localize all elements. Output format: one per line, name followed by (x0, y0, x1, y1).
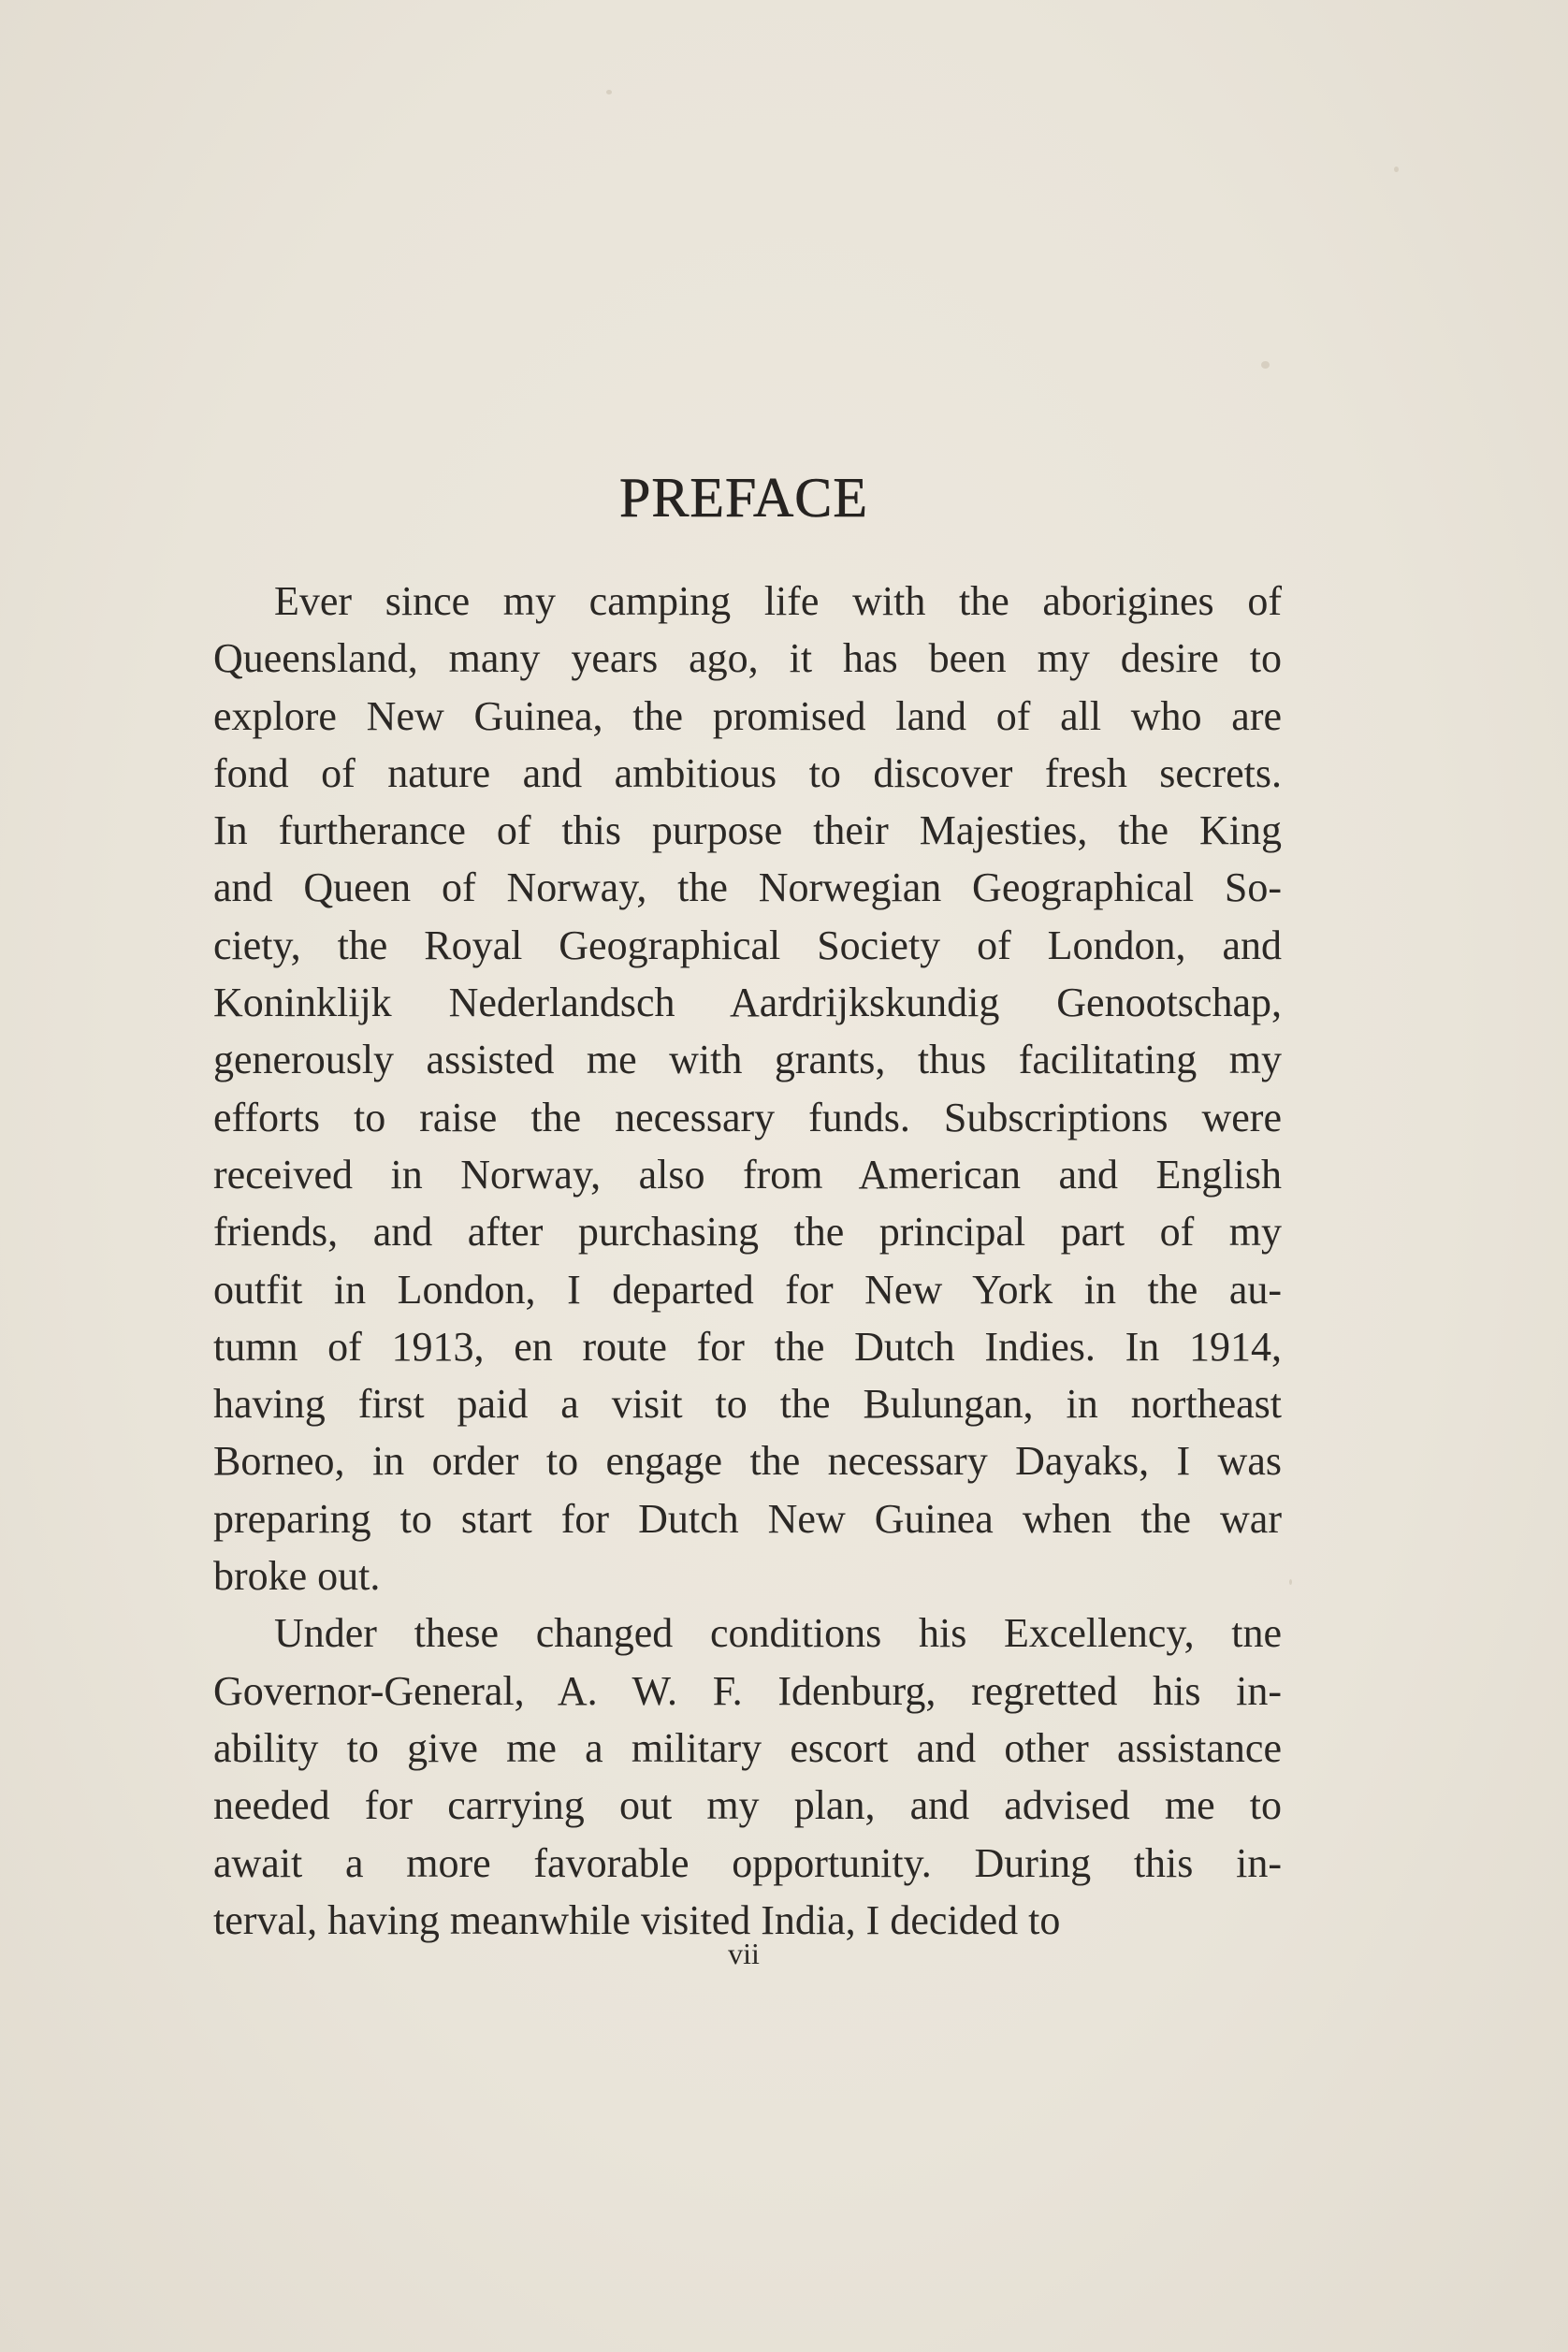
text-line: friends, and after purchasing the principal part of my (213, 1209, 1282, 1256)
paragraph (213, 1604, 1282, 1949)
paper-speck (1394, 167, 1399, 172)
text-line: fond of nature and ambitious to discover fresh secrets. (213, 749, 1282, 796)
text-line: having first paid a visit to the Bulungan, in northeast (213, 1381, 1282, 1428)
paragraph (213, 573, 1282, 1604)
text-line: explore New Guinea, the promised land of all who are (213, 692, 1282, 739)
text-line: Queensland, many years ago, it has been my desire to (213, 635, 1282, 682)
text-line: outfit in London, I departed for New York in the au- (213, 1266, 1282, 1313)
text-line: Governor-General, A. W. F. Idenburg, regretted his in- (213, 1667, 1282, 1714)
text-line: preparing to start for Dutch New Guinea when the war (213, 1495, 1282, 1542)
text-line: In furtherance of this purpose their Majesties, the King (213, 807, 1282, 854)
text-line: broke out. (213, 1553, 381, 1600)
page-title: PREFACE (619, 467, 868, 529)
text-line: Ever since my camping life with the aborigines of (274, 578, 1282, 624)
paper-speck (1289, 1579, 1292, 1585)
paper-speck (606, 90, 612, 94)
text-line: received in Norway, also from American and English (213, 1151, 1282, 1198)
text-line: Borneo, in order to engage the necessary Dayaks, I was (213, 1438, 1282, 1485)
preface-body (213, 573, 1282, 1949)
text-line: terval, having meanwhile visited India, I decided to (213, 1896, 1061, 1943)
text-line: Under these changed conditions his Excellency, tne (274, 1610, 1282, 1657)
text-line: Koninklijk Nederlandsch Aardrijkskundig Genootschap, (213, 980, 1282, 1026)
text-line: and Queen of Norway, the Norwegian Geographical So- (213, 864, 1282, 911)
text-line: ability to give me a military escort and other assistance (213, 1724, 1282, 1771)
text-line: ciety, the Royal Geographical Society of London, and (213, 922, 1282, 968)
paper-speck (1261, 361, 1270, 369)
text-line: tumn of 1913, en route for the Dutch Indies. In 1914, (213, 1323, 1282, 1370)
text-line: generously assisted me with grants, thus facilitating my (213, 1037, 1282, 1083)
page-number: vii (728, 1937, 760, 1970)
text-line: needed for carrying out my plan, and advised me to (213, 1782, 1282, 1829)
text-line: await a more favorable opportunity. During this in- (213, 1839, 1282, 1886)
text-line: efforts to raise the necessary funds. Subscriptions were (213, 1094, 1282, 1140)
